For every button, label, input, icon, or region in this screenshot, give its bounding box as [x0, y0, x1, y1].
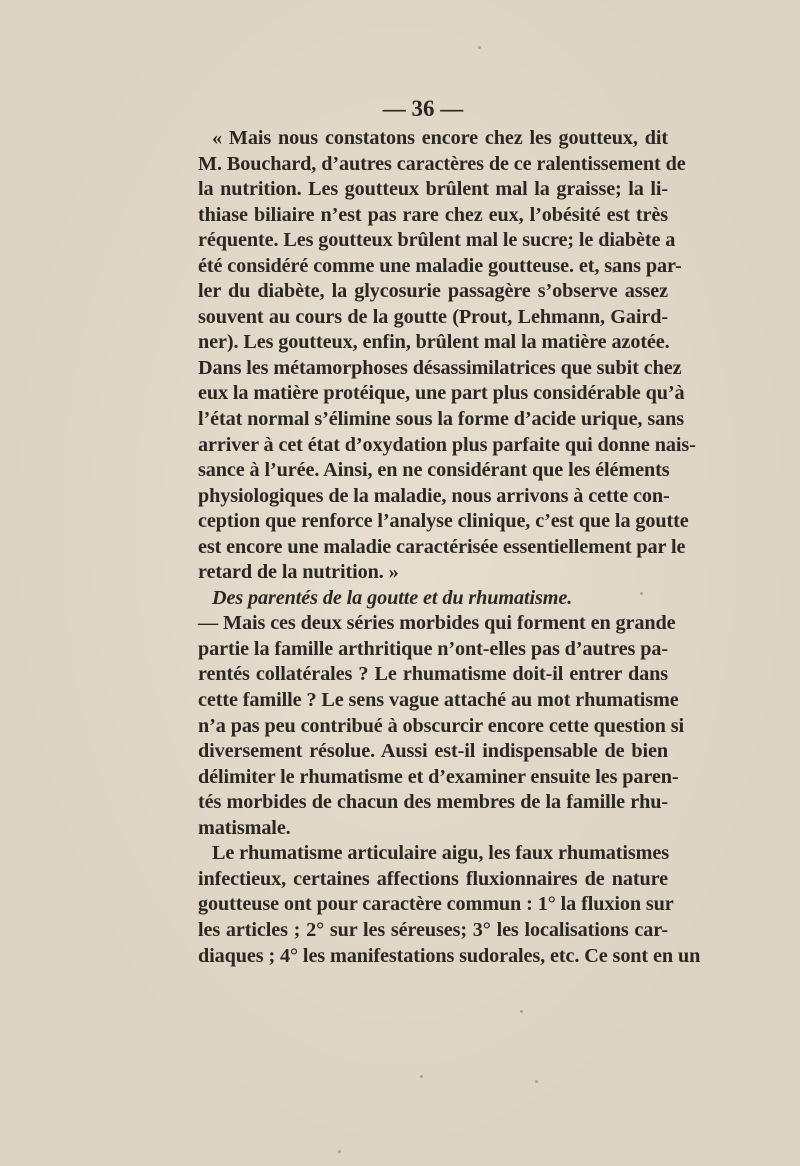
text-line: diversement résolue. Aussi est-il indispensable de bien: [198, 740, 668, 763]
text-line: Dans les métamorphoses désassimilatrices que subit chez: [198, 356, 682, 379]
text-line: infectieux, certaines affections fluxionnaires de nature: [198, 867, 668, 890]
text-line: ler du diabète, la glycosurie passagère s’observe assez: [198, 280, 668, 303]
body-text: [198, 126, 701, 969]
text-line: réquente. Les goutteux brûlent mal le sucre; le diabète a: [198, 229, 676, 252]
text-line: l’état normal s’élimine sous la forme d’acide urique, sans: [198, 408, 684, 431]
text-line: est encore une maladie caractérisée essentiellement par le: [198, 535, 686, 558]
text-line: les articles ; 2° sur les séreuses; 3° les localisations car-: [198, 918, 668, 941]
paper-speck: [535, 1080, 538, 1083]
text-line: été considéré comme une maladie goutteuse. et, sans par-: [198, 254, 682, 277]
text-line: physiologiques de la maladie, nous arrivons à cette con-: [198, 484, 670, 507]
text-line: tés morbides de chacun des membres de la famille rhu-: [198, 791, 668, 814]
text-line: sance à l’urée. Ainsi, en ne considérant que les éléments: [198, 459, 670, 482]
text-line: « Mais nous constatons encore chez les goutteux, dit: [212, 127, 668, 149]
page-number: — 36 —: [382, 96, 464, 121]
paper-speck: [478, 46, 481, 49]
text-line: matismale.: [198, 816, 291, 839]
text-line: thiase biliaire n’est pas rare chez eux, l’obésité est très: [198, 203, 668, 226]
text-line: M. Bouchard, d’autres caractères de ce ralentissement de: [198, 152, 686, 175]
text-line: ner). Les goutteux, enfin, brûlent mal la matière azotée.: [198, 331, 670, 354]
paper-speck: [420, 1075, 423, 1078]
text-line: eux la matière protéique, une part plus considérable qu’à: [198, 382, 685, 405]
text-line: diaques ; 4° les manifestations sudorales, etc. Ce sont en un: [198, 944, 701, 967]
paper-speck: [520, 1010, 523, 1013]
text-line: n’a pas peu contribué à obscurcir encore cette question si: [198, 714, 684, 737]
text-line: la nutrition. Les goutteux brûlent mal la graisse; la li-: [198, 178, 668, 201]
section-heading: Des parentés de la goutte et du rhumatisme.: [212, 586, 573, 609]
text-line: retard de la nutrition. »: [198, 561, 399, 584]
text-line: délimiter le rhumatisme et d’examiner ensuite les paren-: [198, 765, 679, 788]
text-line: — Mais ces deux séries morbides qui forment en grande: [198, 612, 676, 635]
text-line: partie la famille arthritique n’ont-elles pas d’autres pa-: [198, 637, 668, 660]
text-line: cette famille ? Le sens vague attaché au mot rhumatisme: [198, 689, 679, 712]
text-line: souvent au cours de la goutte (Prout, Lehmann, Gaird-: [198, 305, 668, 328]
text-line: ception que renforce l’analyse clinique, c’est que la goutte: [198, 510, 689, 533]
text-line: goutteuse ont pour caractère commun : 1° la fluxion sur: [198, 893, 674, 916]
text-line: Le rhumatisme articulaire aigu, les faux rhumatismes: [212, 842, 670, 865]
paper-speck: [338, 1150, 341, 1153]
text-line: rentés collatérales ? Le rhumatisme doit-il entrer dans: [198, 663, 668, 686]
text-line: arriver à cet état d’oxydation plus parfaite qui donne nais-: [198, 433, 696, 456]
